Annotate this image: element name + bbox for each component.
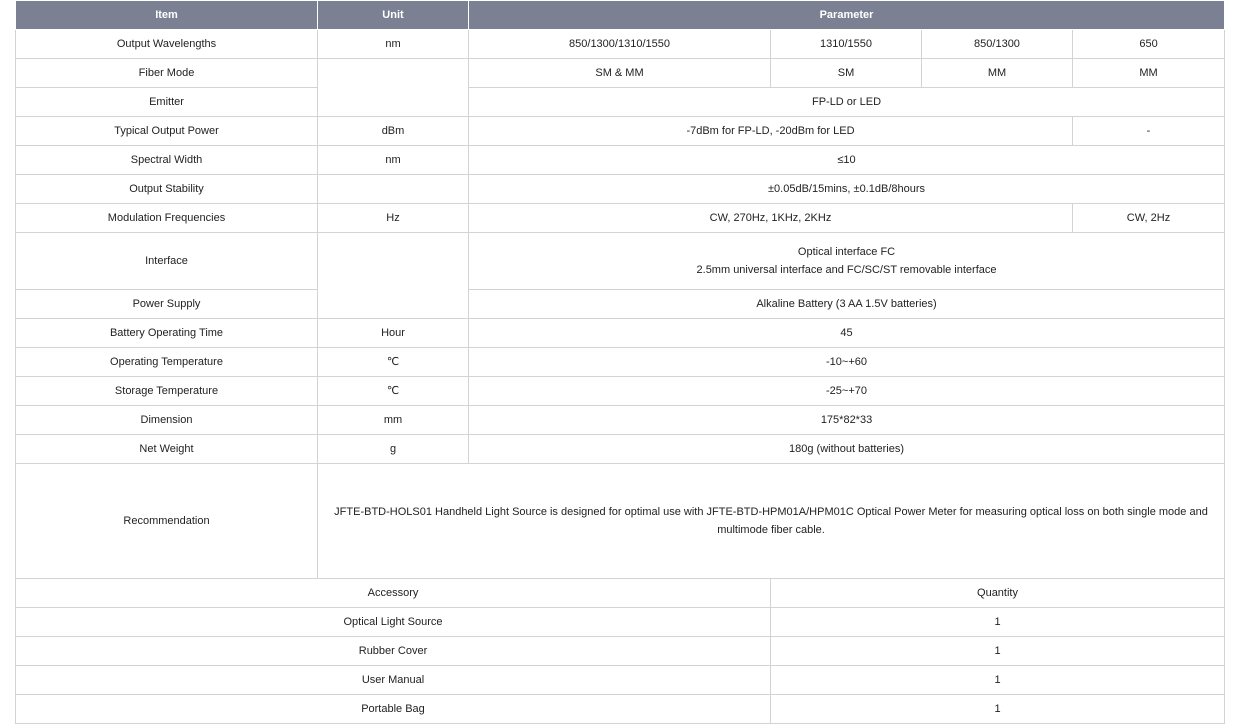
row-value: CW, 270Hz, 1KHz, 2KHz [469, 204, 1073, 233]
row-unit: g [318, 435, 469, 464]
row-value: MM [1073, 59, 1225, 88]
row-unit: Hour [318, 319, 469, 348]
row-label: Spectral Width [16, 146, 318, 175]
row-label: Fiber Mode [16, 59, 318, 88]
row-value: CW, 2Hz [1073, 204, 1225, 233]
row-label: Operating Temperature [16, 348, 318, 377]
row-label: Interface [16, 233, 318, 290]
row-value [469, 233, 1225, 290]
accessory-name: Optical Light Source [16, 608, 771, 637]
row-value: 180g (without batteries) [469, 435, 1225, 464]
row-label: Output Wavelengths [16, 30, 318, 59]
row-label: Modulation Frequencies [16, 204, 318, 233]
table-row [16, 204, 1225, 233]
interface-line-1: Optical interface FC [797, 246, 896, 258]
accessory-name: Rubber Cover [16, 637, 771, 666]
table-row [16, 406, 1225, 435]
row-value: - [1073, 117, 1225, 146]
table-row [16, 348, 1225, 377]
table-row [16, 59, 1225, 88]
row-label: Storage Temperature [16, 377, 318, 406]
row-value: -7dBm for FP-LD, -20dBm for LED [469, 117, 1073, 146]
row-unit-empty [318, 59, 469, 117]
table-row [16, 175, 1225, 204]
table-row [16, 377, 1225, 406]
row-value: ≤10 [469, 146, 1225, 175]
table-row [16, 88, 1225, 117]
row-label: Emitter [16, 88, 318, 117]
row-label: Output Stability [16, 175, 318, 204]
accessory-name: Portable Bag [16, 695, 771, 724]
accessory-qty: 1 [771, 666, 1225, 695]
table-row [16, 290, 1225, 319]
row-unit: dBm [318, 117, 469, 146]
interface-line-2: 2.5mm universal interface and FC/SC/ST removable interface [696, 264, 997, 276]
table-row [16, 319, 1225, 348]
accessory-row [16, 666, 1225, 695]
accessory-name: User Manual [16, 666, 771, 695]
spec-table [15, 0, 1225, 724]
row-value: -25~+70 [469, 377, 1225, 406]
row-label: Power Supply [16, 290, 318, 319]
row-unit: nm [318, 30, 469, 59]
row-value: 1310/1550 [771, 30, 922, 59]
row-unit: mm [318, 406, 469, 435]
row-value: ±0.05dB/15mins, ±0.1dB/8hours [469, 175, 1225, 204]
row-label: Net Weight [16, 435, 318, 464]
row-value: 650 [1073, 30, 1225, 59]
accessory-row [16, 637, 1225, 666]
row-value: SM & MM [469, 59, 771, 88]
header-item: Item [16, 1, 318, 30]
row-value: -10~+60 [469, 348, 1225, 377]
header-unit: Unit [318, 1, 469, 30]
header-row [16, 1, 1225, 30]
row-value: FP-LD or LED [469, 88, 1225, 117]
row-unit-empty [318, 175, 469, 204]
table-row [16, 435, 1225, 464]
row-value: 45 [469, 319, 1225, 348]
header-parameter: Parameter [469, 1, 1225, 30]
row-label: Recommendation [16, 464, 318, 579]
row-value: MM [922, 59, 1073, 88]
table-row [16, 117, 1225, 146]
table-row [16, 146, 1225, 175]
table-row [16, 30, 1225, 59]
recommendation-text: JFTE-BTD-HOLS01 Handheld Light Source is designed for optimal use with JFTE-BTD-HPM01A/HPM01C Optical Power Meter for measuring optical loss on both single mode and multimode fiber cable. [318, 464, 1225, 579]
table-row [16, 464, 1225, 579]
row-label: Dimension [16, 406, 318, 435]
row-label: Typical Output Power [16, 117, 318, 146]
row-value: 850/1300/1310/1550 [469, 30, 771, 59]
accessory-qty: 1 [771, 637, 1225, 666]
row-value: SM [771, 59, 922, 88]
accessory-qty: 1 [771, 608, 1225, 637]
table-row [16, 233, 1225, 290]
accessory-header-row [16, 579, 1225, 608]
row-unit: ℃ [318, 377, 469, 406]
row-value: 175*82*33 [469, 406, 1225, 435]
accessory-row [16, 608, 1225, 637]
accessory-row [16, 695, 1225, 724]
row-label: Battery Operating Time [16, 319, 318, 348]
row-unit: ℃ [318, 348, 469, 377]
row-value: 850/1300 [922, 30, 1073, 59]
accessory-header: Accessory [16, 579, 771, 608]
quantity-header: Quantity [771, 579, 1225, 608]
row-unit: nm [318, 146, 469, 175]
row-unit: Hz [318, 204, 469, 233]
row-unit-empty [318, 233, 469, 319]
row-value: Alkaline Battery (3 AA 1.5V batteries) [469, 290, 1225, 319]
accessory-qty: 1 [771, 695, 1225, 724]
